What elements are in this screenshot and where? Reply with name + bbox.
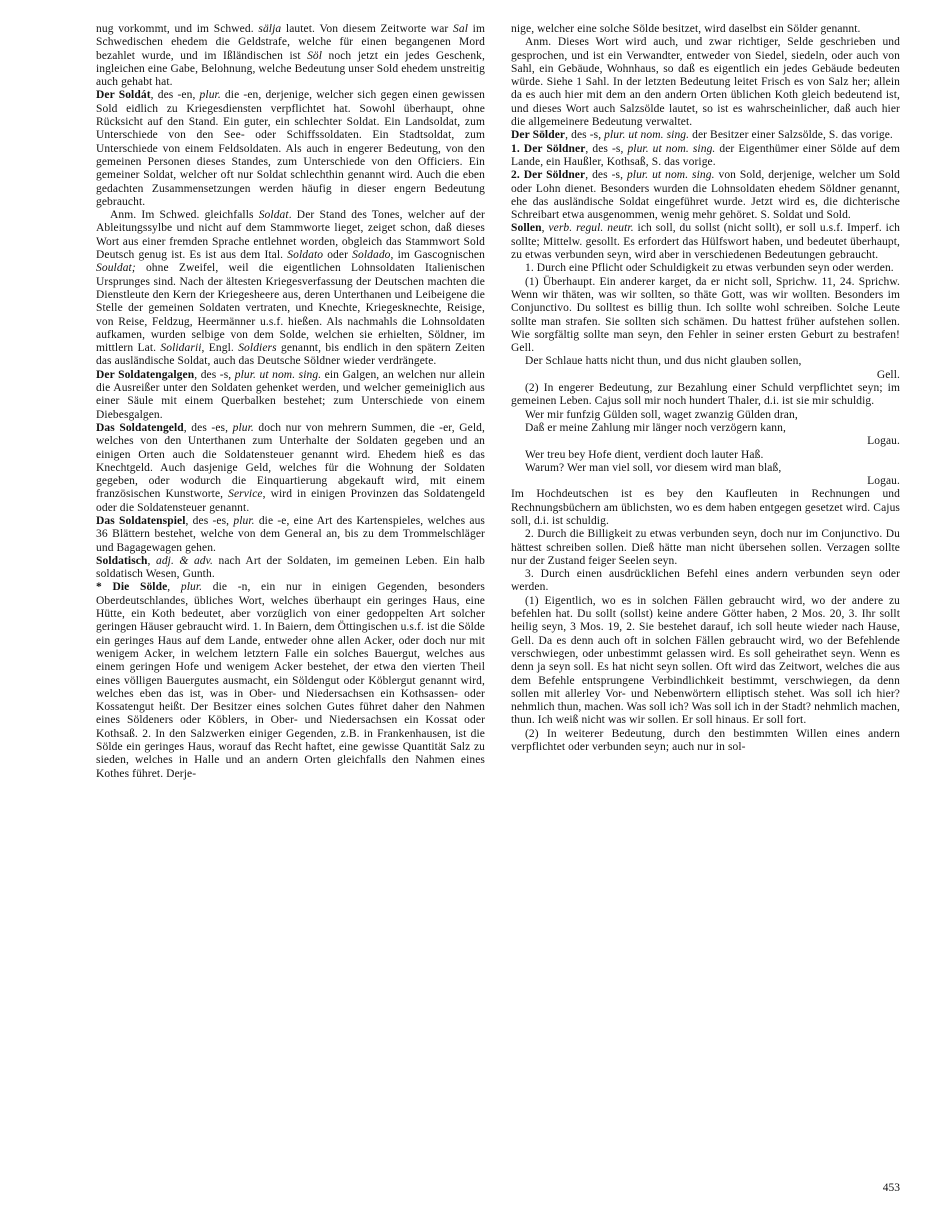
page-number: 453: [882, 1182, 900, 1194]
text-segment: Daß er meine Zahlung mir länger noch verzögern kann,: [525, 421, 786, 434]
paragraph: [96, 369, 485, 422]
text-segment: (2) In weiterer Bedeutung, durch den bestimmten Willen eines andern verpflichtet oder verbunden seyn; auch nur in sol-: [511, 727, 900, 754]
text-segment: Söl: [307, 49, 323, 62]
text-segment: nug vorkommt, und im Schwed.: [96, 23, 259, 35]
text-segment: Sal: [453, 23, 468, 35]
text-segment: Soldiers: [238, 342, 277, 355]
text-segment: , Engl.: [201, 342, 239, 355]
text-segment: Warum? Wer man viel soll, vor diesem wird man blaß,: [525, 461, 782, 474]
text-segment: Der Soldatengalgen: [96, 368, 195, 381]
paragraph: [96, 209, 485, 369]
text-segment: die -n, ein nur in einigen Gegenden, besonders Oberdeutschlandes, übliches Wort, welches überhaupt ein geringes Haus, eine Hütte, ein Koth bedeutet, aber vorzüglich von einer gedoppelten Art solcher geringen Häuser gebraucht wird. 1. In Baiern, dem Öttingischen u.s.f. ist die Sölde ein geringes Haus auf dem Lande, entweder ohne allen Acker, oder doch nur mit wenigem Acker, in welchem letztern Falle ein solches Bauergut, welches aus einem geringen Hofe und wenigem Acker bestehet, der etwa den vierten Theil eines völligen Bauergutes ausmacht, ein Söldengut oder Köblergut genannt wird, welches eben das ist, was in Ober- und Niedersachsen ein Kothsassen- oder Kossatengut heißt. Der Besitzer eines solchen Gutes führet daher den Nahmen eines Söldeners oder Köblers, in Ober- und Niedersachsen ein Kossat oder Kothsaß. 2. In den Salzwerken einiger Gegenden, z.B. in Frankenhausen, ist die Sölde ein geringes Haus, worauf das Recht haftet, eine gewisse Quantität Salz zu sieden, welches in Halle und an andern Orten gleichfalls den Nahmen eines Kothes führet. Derje-: [96, 581, 486, 780]
text-segment: sälja: [258, 23, 282, 35]
text-segment: Gell.: [876, 368, 900, 381]
text-segment: ein Galgen, an welchen nur allein die Ausreißer unter den Soldaten gehenket werden, und welcher gemeiniglich aus einer Säule mit einem Querbalken bestehet; zum Unterschiede von einem Diebesgalgen.: [96, 368, 485, 421]
text-segment: im Schwedischen ehedem die Geldstrafe, welche für einen begangenen Mord bezahlet wurde, und im Ißländischen ist: [96, 23, 485, 62]
text-segment: , des -s,: [194, 368, 235, 381]
text-segment: plur. ut nom. sing.: [604, 129, 690, 142]
text-segment: Service: [228, 488, 263, 501]
paragraph: [511, 129, 900, 142]
text-segment: 1. Der Söldner: [511, 142, 586, 155]
text-segment: ,: [167, 581, 181, 594]
text-segment: , des -s,: [585, 142, 628, 155]
text-segment: 1. Durch eine Pflicht oder Schuldigkeit zu etwas verbunden seyn oder werden.: [525, 262, 894, 275]
text-segment: * Die Sölde: [96, 581, 168, 594]
paragraph: [511, 728, 900, 755]
paragraph: [96, 515, 485, 555]
text-segment: noch jetzt ein jedes Geschenk, ingleichen eine Gabe, Belohnung, welche Bedeutung unser Sold ehedem unstreitig auch gehabt hat.: [96, 49, 485, 89]
text-segment: plur. ut nom. sing.: [234, 368, 322, 381]
text-segment: der Besitzer einer Salzsölde, S. das vorige.: [689, 129, 893, 142]
text-segment: 2. Der Söldner: [511, 169, 586, 182]
text-segment: Soldatisch: [96, 554, 148, 567]
text-segment: , des -s,: [565, 129, 605, 142]
text-segment: Der Schlaue hatts nicht thun, und dus nicht glauben sollen,: [525, 355, 802, 368]
text-segment: , des -s,: [585, 169, 627, 182]
text-segment: nige, welcher eine solche Sölde besitzet, wird daselbst ein Sölder genannt.: [511, 23, 861, 35]
text-segment: , im Gascognischen: [390, 249, 485, 262]
text-segment: Logau.: [867, 435, 900, 448]
text-segment: (1) Überhaupt. Ein anderer karget, da er nicht soll, Sprichw. 11, 24. Sprichw. Wenn wir thäten, was wir sollten, so thäte Gott, was wir wollten. Besonders im Conjunctivo. Du solltest es billig thun. Ich sollte wohl schreiben. Solche Leute sollte man strafen. Sie sollten sich schämen. Du hattest früher aufstehen sollen. Wie sorgfältig sollte man seyn, den Fehler in seiner ersten Geburt zu bestrafen! Gell.: [511, 275, 900, 355]
text-segment: ohne Zweifel, weil die eigentlichen Lohnsoldaten Italienischen Ursprunges sind. Nach der ältesten Kriegesverfassung der Deutschen machten die Dienstleute den Kern der Kriegesheere aus, deren Unterthanen und Leibeigene die Stelle der gemeinen Soldaten vertraten, und Knechte, Kriegesknechte, Reisige, von Reise, Feldzug, Heermänner u.s.f. hießen. Als nachmahls die Lohnsoldaten aufkamen, wurden selbige von dem Solde, welchen sie erhielten, Söldner, im mittlern Lat.: [96, 262, 485, 355]
text-segment: Wer mir funfzig Gülden soll, waget zwanzig Gülden dran,: [525, 408, 798, 421]
text-segment: Wer treu bey Hofe dient, verdient doch lauter Haß.: [525, 448, 764, 461]
text-segment: , des -es,: [185, 514, 234, 527]
text-segment: von Sold, derjenige, welcher um Sold oder Lohn dienet. Besonders wurden die Lohnsoldaten ehedem Söldner genannt, ehe das ausländische Soldat eingeführet wurde. Jetzt wird es, die dichterische Schreibart etwa ausgenommen, wenig mehr gehöret. S. Soldat und Sold.: [511, 169, 901, 222]
text-segment: ,: [541, 222, 549, 235]
text-segment: ich soll, du sollst (nicht sollt), er soll u.s.f. Imperf. ich sollte; Mittelw. gesollt. Es erfordert das Hülfswort haben, und bedeutet überhaupt, zu etwas verbunden seyn, wird aber in verschiedenen Bedeutungen gebraucht.: [511, 222, 901, 262]
text-segment: die -e, eine Art des Kartenspieles, welches aus 36 Blättern bestehet, welche von dem General an, bis zu dem Trommelschläger und Bagagewagen gehen.: [96, 514, 485, 554]
text-segment: (1) Eigentlich, wo es in solchen Fällen gebraucht wird, wo der andere zu befehlen hat. Du sollt (sollst) keine andere Götter haben, 2 Mos. 20, 3. Ihr sollt heilig seyn, 3 Mos. 19, 2. Sie bestehet darauf, ich soll heute wieder nach Hause, Gell. Da es denn auch oft in solchen Fällen gebraucht wird, wo der Befehlende verschwiegen, oder unbestimmt gelassen wird. Es soll geheirathet seyn. Wenn es denn ja seyn soll. Es hat nicht seyn sollen. Oft wird das Zeitwort, welches die aus dem Befehle entsprungene Verbindlichkeit bestimmt, verschwiegen, da denn sollen mit allerley Vor- und Nebenwörtern elliptisch stehet. Was soll ich hier? nehmlich thun, machen. Was soll ich? Was soll ich in der Stadt? nehmlich machen, thun. Ich weiß nicht was wir sollen. Er soll hinaus. Er soll fort.: [511, 594, 900, 727]
text-segment: lautet. Von diesem Zeitworte war: [281, 23, 453, 35]
paragraph: [511, 462, 900, 475]
paragraph: [511, 568, 900, 595]
text-segment: Logau.: [867, 475, 900, 488]
text-segment: Das Soldatengeld: [96, 421, 184, 434]
text-segment: 2. Durch die Billigkeit zu etwas verbunden seyn, doch nur im Conjunctivo. Du hättest schreiben sollen. Dieß hätte man nicht übersehen sollen. Verzagen sollte nur der Zustand feiger Seelen seyn.: [511, 528, 900, 567]
paragraph: [511, 595, 900, 728]
paragraph: [511, 369, 900, 382]
text-segment: Das Soldatenspiel: [96, 514, 186, 527]
text-segment: . Der Stand des Tones, welcher auf der Ableitungssylbe und nicht auf dem Stammworte lieget, zeiget schon, daß dieses Wort aus einer fremden Sprache entlehnet worden, obgleich das Stammwort Sold Deutsch genug ist. Es ist aus dem Ital.: [96, 209, 485, 262]
paragraph: [96, 555, 485, 582]
text-segment: genannt, bis endlich in den spätern Zeiten das ausländische Soldat, auch das Deutsche Söldner wieder verdrängete.: [96, 342, 485, 368]
text-segment: plur. ut nom. sing.: [627, 142, 716, 155]
paragraph: [511, 488, 900, 528]
text-segment: die -en, derjenige, welcher sich gegen einen gewissen Sold eidlich zu Kriegesdiensten verpflichtet hat. Sowohl überhaupt, ohne Rücksicht auf den Stand. Ein guter, ein schlechter Soldat. Ein Landsoldat, zum Unterschiede von den See- oder Schiffssoldaten. Ein Stadtsoldat, zum Unterschiede von einem Feldsoldaten. Als auch in engerer Bedeutung, von den gemeinen Personen dieses Standes, zum Unterschiede von den Officiers. Ein gemeiner Soldat, welcher oft nur Soldat schlechthin genannt wird. Auch die eben gedachten Zusammensetzungen werden häufig in dieser engern Bedeutung gebraucht.: [96, 89, 486, 208]
text-segment: Solidarii: [160, 342, 202, 355]
text-segment: Anm. Dieses Wort wird auch, und zwar richtiger, Selde geschrieben und gesprochen, und ist ein Verwandter, entweder von Siedel, siedeln, oder auch von Sahl, ein Gebäude, Wohnhaus, so daß es eigentlich ein jedes Gebäude bedeuten würde. Siehe 1 Sahl. In der letzten Bedeutung leitet Frisch es von Salz her; allein da es auch hier mit dem an den andern Orten üblichen Koth gleich bedeutend ist, und dieses Wort auch Salzsölde lautet, so ist es wahrscheinlicher, daß auch hier die allgemeinere Bedeutung verwaltet.: [511, 36, 900, 129]
text-segment: verb. regul. neutr.: [548, 222, 634, 235]
text-segment: Der Sölder: [511, 129, 566, 142]
text-segment: plur.: [233, 514, 255, 527]
text-segment: 3. Durch einen ausdrücklichen Befehl eines andern verbunden seyn oder werden.: [511, 568, 900, 594]
paragraph: [511, 382, 900, 409]
paragraph: [96, 422, 485, 515]
text-segment: , des -es,: [183, 421, 233, 434]
text-segment: doch nur von mehrern Summen, die -er, Geld, welches von den Unterthanen zum Unterhalte der Soldaten gegeben und an einigen Orten auch die Soldatensteuer genannt wird. Ehedem hieß es das Knechtgeld. Auch dasjenige Geld, welches für die Wohnung der Soldaten gegeben, oder wodurch die Einquartierung abgekauft wird, mit einem französischen Kunstworte,: [96, 421, 485, 501]
paragraph: [511, 528, 900, 568]
text-segment: plur.: [232, 421, 254, 434]
text-segment: nach Art der Soldaten, im gemeinen Leben. Ein halb soldatisch Wesen, Gunth.: [96, 554, 485, 581]
column-left: [96, 23, 485, 781]
text-segment: der Eigenthümer einer Sölde auf dem Lande, ein Haußler, Kothsaß, S. das vorige.: [511, 142, 900, 168]
paragraph: [511, 422, 900, 435]
text-segment: , wird in einigen Provinzen das Soldatengeld oder die Soldatensteuer genannt.: [96, 488, 485, 514]
paragraph: [511, 169, 900, 222]
text-segment: Souldat;: [96, 262, 136, 275]
paragraph: [511, 262, 900, 275]
text-segment: adj. & adv.: [155, 554, 213, 567]
text-segment: plur.: [199, 89, 221, 102]
text-segment: plur.: [180, 581, 203, 594]
text-segment: Soldat: [258, 209, 289, 222]
text-segment: Der Soldát: [96, 89, 151, 102]
paragraph: [511, 143, 900, 170]
text-segment: Sollen: [511, 222, 542, 235]
text-segment: (2) In engerer Bedeutung, zur Bezahlung einer Schuld verpflichtet seyn; im gemeinen Leben. Cajus soll mir noch hundert Thaler, d.i. ist sie mir schuldig.: [511, 382, 900, 408]
paragraph: [511, 475, 900, 488]
text-segment: Soldato: [287, 249, 324, 262]
paragraph: [511, 435, 900, 448]
text-segment: plur. ut nom. sing.: [626, 169, 715, 182]
column-right: [511, 23, 900, 781]
text-segment: , des -en,: [150, 89, 200, 102]
paragraph: [511, 276, 900, 356]
paragraph: [511, 222, 900, 262]
paragraph: [511, 36, 900, 129]
paragraph: [96, 23, 485, 89]
paragraph: [96, 581, 485, 780]
text-segment: Soldado: [352, 249, 391, 262]
paragraph: [511, 449, 900, 462]
text-segment: ,: [147, 554, 156, 567]
paragraph: [511, 409, 900, 422]
paragraph: [96, 89, 485, 209]
paragraph: [511, 23, 900, 36]
text-columns: [96, 23, 900, 781]
text-segment: Anm. Im Schwed. gleichfalls: [110, 209, 259, 222]
text-segment: oder: [323, 249, 353, 262]
text-segment: Im Hochdeutschen ist es bey den Kaufleuten in Rechnungen und Rechnungsbüchern am üblichsten, wo es dem haben entgegen gesetzet wird. Cajus soll, d.i. ist schuldig.: [511, 488, 900, 527]
paragraph: [511, 355, 900, 368]
